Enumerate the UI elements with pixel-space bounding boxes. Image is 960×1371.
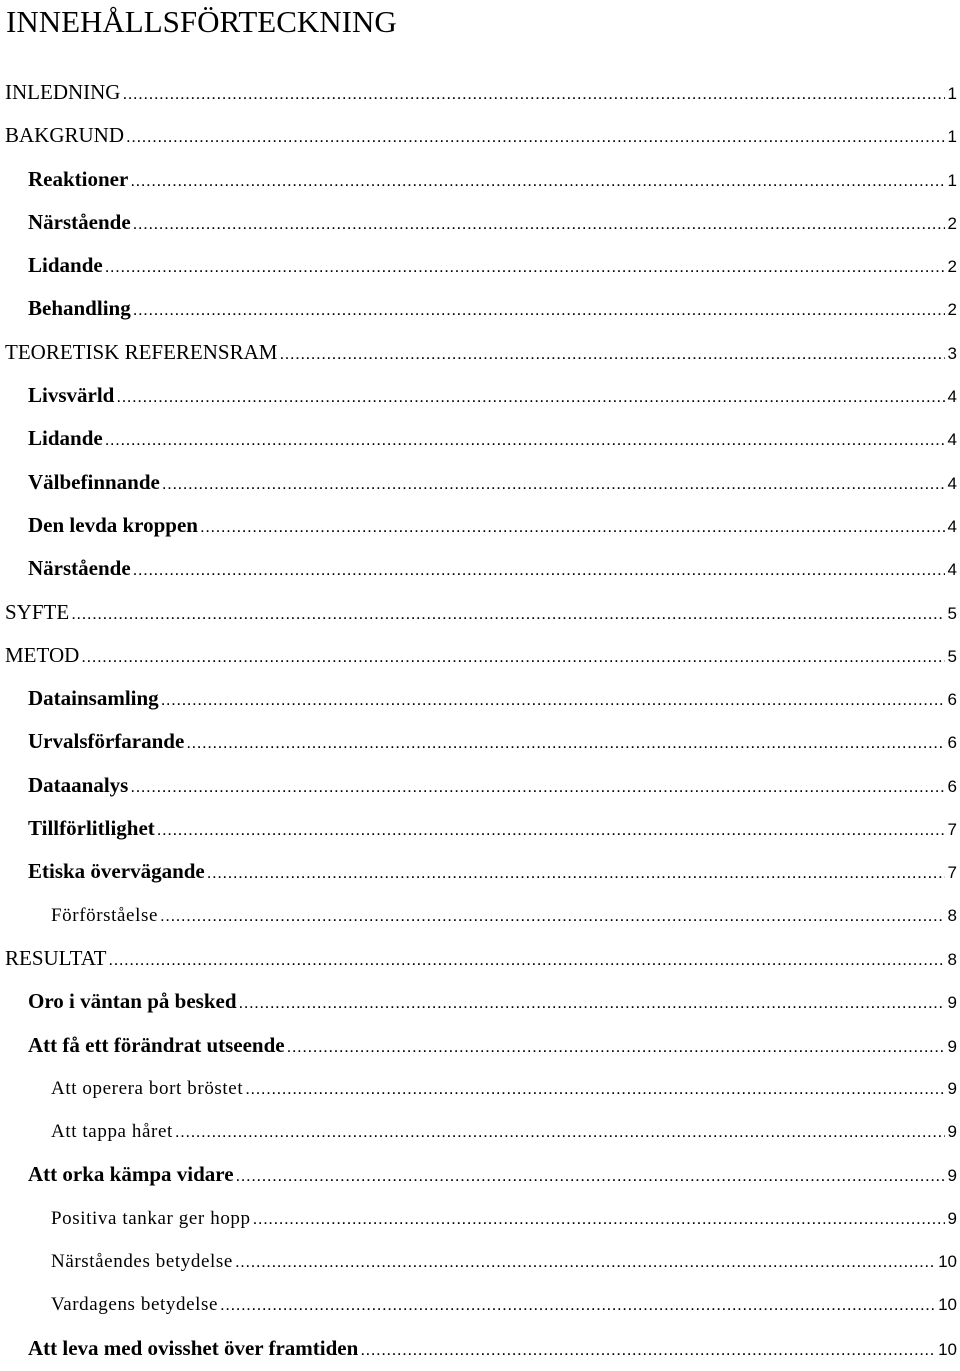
toc-entry-label: Att orka kämpa vidare [28, 1162, 234, 1187]
toc-entry[interactable] [0, 1283, 960, 1326]
dot-leader [157, 808, 945, 851]
toc-entry-page-number: 9 [947, 1036, 957, 1056]
toc-entry-label: Vardagens betydelse [51, 1294, 219, 1316]
dot-leader [105, 245, 945, 288]
toc-entry[interactable] [0, 980, 960, 1023]
toc-entry-page-number: 5 [947, 603, 957, 623]
toc-entry[interactable] [0, 850, 960, 893]
toc-entry-page-number: 6 [947, 690, 957, 710]
toc-entry-page-number: 8 [947, 905, 957, 925]
toc-entry[interactable] [0, 1067, 960, 1110]
dot-leader [175, 1110, 945, 1153]
toc-entry-label: Att operera bort bröstet [51, 1077, 244, 1099]
toc-entry[interactable] [0, 591, 960, 634]
dot-leader [186, 721, 944, 764]
toc-entry-page-number: 10 [938, 1252, 957, 1272]
toc-entry[interactable] [0, 331, 960, 374]
dot-leader [200, 505, 945, 548]
page-title: INNEHÅLLSFÖRTECKNING [6, 4, 397, 39]
toc-entry-page-number: 4 [947, 560, 957, 580]
dot-leader [126, 115, 945, 158]
toc-entry-page-number: 7 [947, 863, 957, 883]
dot-leader [236, 1154, 945, 1197]
toc-entry[interactable] [0, 461, 960, 504]
toc-entry[interactable] [0, 1197, 960, 1240]
toc-entry[interactable] [0, 244, 960, 287]
toc-entry-label: SYFTE [5, 599, 70, 624]
toc-entry-label: Närståendes betydelse [51, 1251, 233, 1273]
dot-leader [245, 1067, 944, 1110]
toc-entry-label: METOD [5, 642, 80, 667]
dot-leader [160, 894, 945, 937]
dot-leader [279, 332, 944, 375]
toc-entry-label: Den levda kroppen [28, 512, 198, 537]
toc-entry-label: Reaktioner [28, 166, 129, 191]
toc-entry-label: Tillförlitlighet [28, 816, 155, 841]
dot-leader [207, 851, 945, 894]
toc-entry-page-number: 10 [938, 1295, 957, 1315]
toc-entry[interactable] [0, 374, 960, 417]
toc-entry-page-number: 10 [938, 1339, 957, 1359]
toc-entry[interactable] [0, 634, 960, 677]
table-of-contents [0, 71, 960, 1370]
toc-entry[interactable] [0, 114, 960, 157]
toc-entry-page-number: 4 [947, 387, 957, 407]
dot-leader [130, 765, 944, 808]
dot-leader [287, 1025, 945, 1068]
toc-entry[interactable] [0, 764, 960, 807]
toc-entry-label: Att få ett förändrat utseende [28, 1032, 285, 1057]
toc-entry[interactable] [0, 720, 960, 763]
toc-entry-label: BAKGRUND [5, 123, 125, 148]
toc-entry-page-number: 9 [947, 1078, 957, 1098]
toc-entry[interactable] [0, 894, 960, 937]
toc-entry-page-number: 8 [947, 949, 957, 969]
dot-leader [360, 1328, 935, 1371]
toc-entry-label: Att leva med ovisshet över framtiden [28, 1335, 359, 1360]
dot-leader [116, 375, 944, 418]
toc-entry[interactable] [0, 677, 960, 720]
toc-entry-page-number: 9 [947, 1166, 957, 1186]
toc-entry-page-number: 2 [947, 257, 957, 277]
toc-entry-label: Närstående [28, 209, 131, 234]
toc-entry-label: RESULTAT [5, 945, 107, 970]
toc-entry[interactable] [0, 1153, 960, 1196]
toc-entry[interactable] [0, 1024, 960, 1067]
toc-entry[interactable] [0, 417, 960, 460]
dot-leader [122, 72, 944, 115]
toc-entry[interactable] [0, 547, 960, 590]
toc-entry-label: Positiva tankar ger hopp [51, 1207, 251, 1229]
toc-entry[interactable] [0, 1327, 960, 1370]
toc-entry-page-number: 6 [947, 733, 957, 753]
toc-entry-page-number: 4 [947, 473, 957, 493]
toc-entry-page-number: 1 [947, 84, 957, 103]
toc-entry-page-number: 7 [947, 820, 957, 840]
toc-entry[interactable] [0, 71, 960, 114]
toc-entry-page-number: 9 [947, 1122, 957, 1142]
toc-entry-page-number: 9 [947, 993, 957, 1013]
toc-entry-label: Att tappa håret [51, 1121, 173, 1143]
toc-entry-page-number: 1 [947, 127, 957, 147]
toc-entry[interactable] [0, 1110, 960, 1153]
toc-entry[interactable] [0, 201, 960, 244]
toc-entry-label: INLEDNING [5, 80, 121, 104]
toc-entry-label: Förförståelse [51, 904, 158, 926]
dot-leader [220, 1283, 935, 1326]
dot-leader [133, 548, 945, 591]
toc-entry-page-number: 1 [947, 170, 957, 190]
toc-entry-label: Dataanalys [28, 772, 129, 797]
dot-leader [105, 418, 945, 461]
toc-entry[interactable] [0, 504, 960, 547]
dot-leader [130, 159, 944, 202]
dot-leader [133, 202, 945, 245]
toc-entry-page-number: 5 [947, 646, 957, 666]
toc-entry-page-number: 2 [947, 213, 957, 233]
toc-entry-page-number: 9 [947, 1208, 957, 1228]
toc-entry-label: Urvalsförfarande [28, 729, 185, 754]
dot-leader [161, 678, 945, 721]
dot-leader [133, 288, 945, 331]
toc-entry-page-number: 6 [947, 776, 957, 796]
toc-entry[interactable] [0, 937, 960, 980]
dot-leader [108, 938, 944, 981]
toc-entry[interactable] [0, 807, 960, 850]
toc-entry-label: Lidande [28, 253, 103, 278]
toc-entry-label: Datainsamling [28, 686, 159, 711]
toc-entry[interactable] [0, 287, 960, 330]
toc-entry-label: Etiska övervägande [28, 859, 205, 884]
toc-entry[interactable] [0, 158, 960, 201]
toc-entry-label: Behandling [28, 296, 131, 321]
toc-entry-page-number: 4 [947, 516, 957, 536]
dot-leader [253, 1197, 945, 1240]
toc-entry-page-number: 4 [947, 430, 957, 450]
toc-entry-page-number: 3 [947, 343, 957, 363]
dot-leader [239, 981, 945, 1024]
toc-entry-label: TEORETISK REFERENSRAM [5, 339, 278, 364]
toc-entry-label: Livsvärld [28, 383, 115, 408]
toc-entry-label: Lidande [28, 426, 103, 451]
toc-entry-page-number: 2 [947, 300, 957, 320]
dot-leader [235, 1240, 935, 1283]
dot-leader [71, 592, 944, 635]
dot-leader [81, 635, 944, 678]
toc-entry[interactable] [0, 1240, 960, 1283]
dot-leader [162, 462, 945, 505]
toc-entry-label: Oro i väntan på besked [28, 989, 237, 1014]
toc-entry-label: Närstående [28, 556, 131, 581]
toc-entry-label: Välbefinnande [28, 469, 160, 494]
